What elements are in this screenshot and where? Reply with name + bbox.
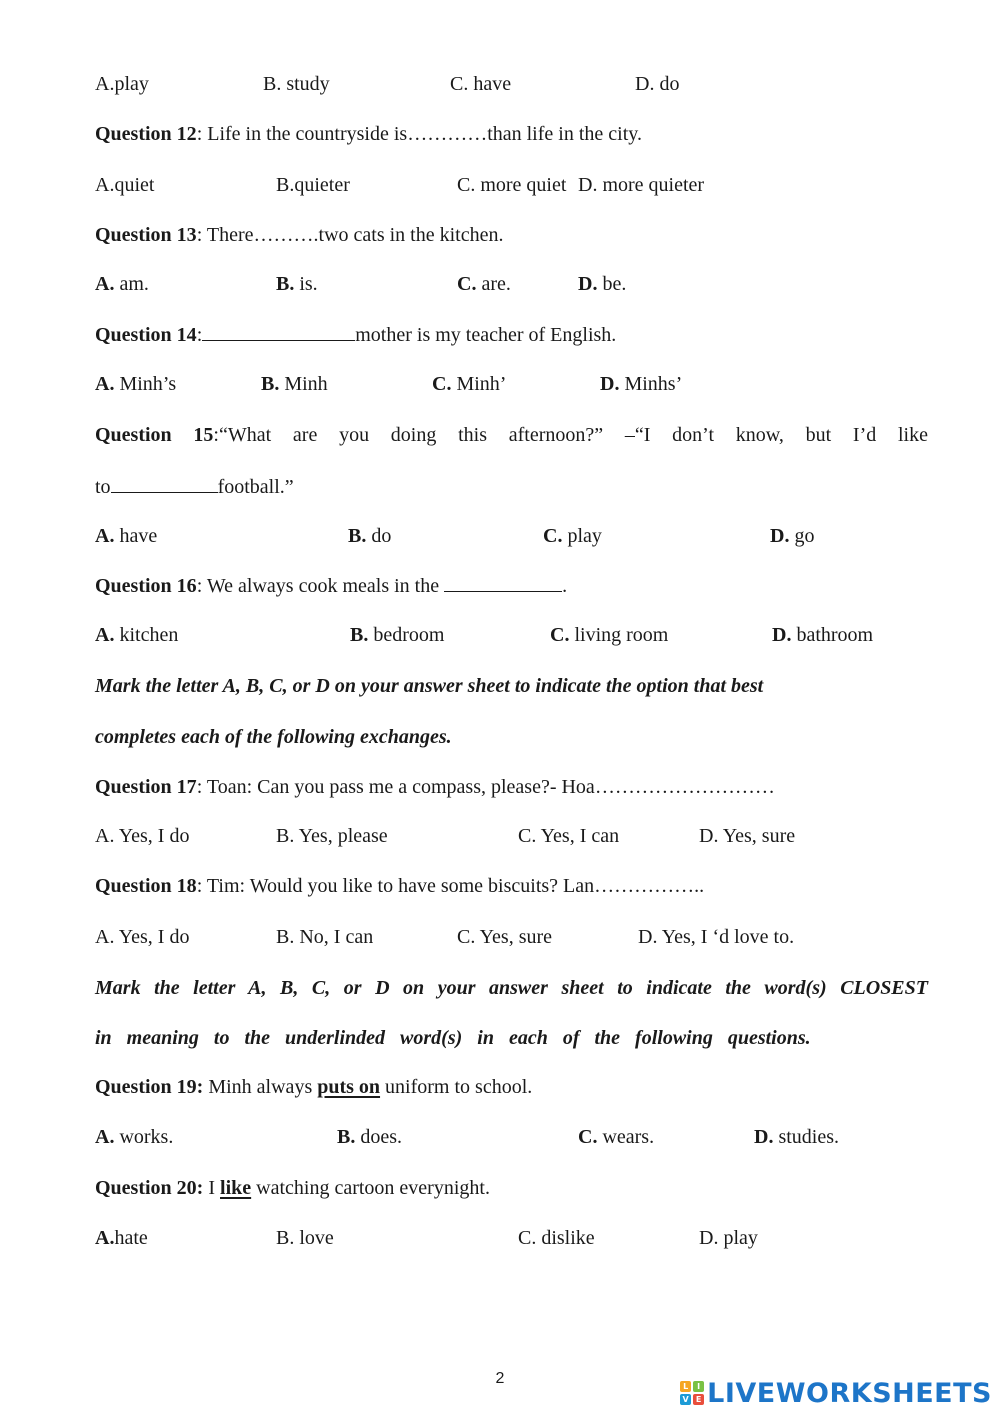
question-text: : We always cook meals in the (196, 575, 445, 597)
q20-option-b: B. love (276, 1227, 334, 1249)
question-15 (95, 423, 928, 447)
question-13 (95, 223, 503, 247)
q16-option-b: B. bedroom (350, 624, 445, 646)
instruction-line: completes each of the following exchanges. (95, 726, 452, 748)
q15-option-b: B. do (348, 525, 392, 547)
question-label: Question 15 (95, 424, 214, 446)
q13-option-c: C. are. (457, 273, 511, 295)
question-17 (95, 775, 775, 799)
q12-option-c: C. more quiet (457, 174, 567, 196)
q19-option-d: D. studies. (754, 1126, 840, 1148)
question-18 (95, 874, 704, 898)
q16-option-c: C. living room (550, 624, 669, 646)
q11-option-b: B. study (263, 73, 330, 95)
question-16: Question 16: We always cook meals in the . (95, 575, 568, 597)
question-label: Question 20: (95, 1177, 204, 1199)
q12-option-a: A.quiet (95, 174, 155, 196)
question-label: Question 12 (95, 123, 197, 145)
q17-option-b: B. Yes, please (276, 825, 388, 847)
q16-option-d: D. bathroom (772, 624, 874, 646)
question-text: mother is my teacher of English. (355, 324, 617, 346)
instruction-line: Mark the letter A, B, C, or D on your answer sheet to indicate the option that best (95, 675, 764, 697)
question-label: Question 16 (95, 575, 197, 597)
question-text: :“What are you doing this afternoon?” –“I don’t know, but I’d like (213, 424, 928, 446)
q11-option-d: D. do (635, 73, 680, 95)
question-15-continued: to football.” (95, 476, 294, 498)
liveworksheets-logo (680, 1378, 992, 1408)
question-label: Question 19: (95, 1076, 204, 1098)
question-19: Question 19: Minh always puts on uniform to school. (95, 1076, 533, 1098)
q18-option-b: B. No, I can (276, 926, 374, 948)
q12-option-d: D. more quieter (578, 174, 705, 196)
q14-option-a: A. Minh’s (95, 373, 177, 395)
answer-blank[interactable] (444, 573, 562, 592)
q14-option-b: B. Minh (261, 373, 328, 395)
question-label: Question 14 (95, 324, 197, 346)
q17-option-c: C. Yes, I can (518, 825, 620, 847)
q16-option-a: A. kitchen (95, 624, 179, 646)
q18-option-d: D. Yes, I ‘d love to. (638, 926, 795, 948)
instruction-line: Mark the letter A, B, C, or D on your answer sheet to indicate the word(s) CLOSEST (95, 977, 928, 999)
question-text: : Life in the countryside is…………than life in the city. (196, 123, 642, 145)
q18-option-a: A. Yes, I do (95, 926, 190, 948)
q20-option-d: D. play (699, 1227, 758, 1249)
q11-option-c: C. have (450, 73, 512, 95)
question-20: Question 20: I like watching cartoon everynight. (95, 1177, 490, 1199)
question-12 (95, 122, 642, 146)
page-number: 2 (495, 1370, 505, 1387)
answer-blank[interactable] (111, 474, 218, 493)
q20-option-a: A.hate (95, 1227, 148, 1249)
brand-name: LIVEWORKSHEETS (707, 1377, 992, 1409)
q13-option-d: D. be. (578, 273, 627, 295)
q12-option-b: B.quieter (276, 174, 350, 196)
q19-option-c: C. wears. (578, 1126, 655, 1148)
q14-option-d: D. Minhs’ (600, 373, 683, 395)
question-label: Question 18 (95, 875, 197, 897)
q14-option-c: C. Minh’ (432, 373, 507, 395)
q13-option-a: A. am. (95, 273, 149, 295)
q17-option-d: D. Yes, sure (699, 825, 796, 847)
answer-blank[interactable] (202, 322, 355, 341)
q18-option-c: C. Yes, sure (457, 926, 553, 948)
q15-option-c: C. play (543, 525, 602, 547)
underlined-word: puts on (317, 1076, 381, 1098)
question-text: : Toan: Can you pass me a compass, please?- Hoa……………………… (196, 776, 775, 798)
q19-option-b: B. does. (337, 1126, 403, 1148)
question-label: Question 13 (95, 224, 197, 246)
question-text: : There……….two cats in the kitchen. (196, 224, 504, 246)
q11-option-a: A.play (95, 73, 149, 95)
q15-option-d: D. go (770, 525, 815, 547)
logo-tiles-icon: L I V E (680, 1381, 704, 1405)
question-text: : Tim: Would you like to have some biscuits? Lan…………….. (196, 875, 705, 897)
underlined-word: like (220, 1177, 252, 1199)
q17-option-a: A. Yes, I do (95, 825, 190, 847)
question-14: Question 14: mother is my teacher of English. (95, 324, 617, 346)
question-label: Question 17 (95, 776, 197, 798)
q13-option-b: B. is. (276, 273, 318, 295)
q19-option-a: A. works. (95, 1126, 174, 1148)
instruction-line: in meaning to the underlinded word(s) in each of the following questions. (95, 1027, 811, 1049)
q20-option-c: C. dislike (518, 1227, 595, 1249)
q15-option-a: A. have (95, 525, 158, 547)
